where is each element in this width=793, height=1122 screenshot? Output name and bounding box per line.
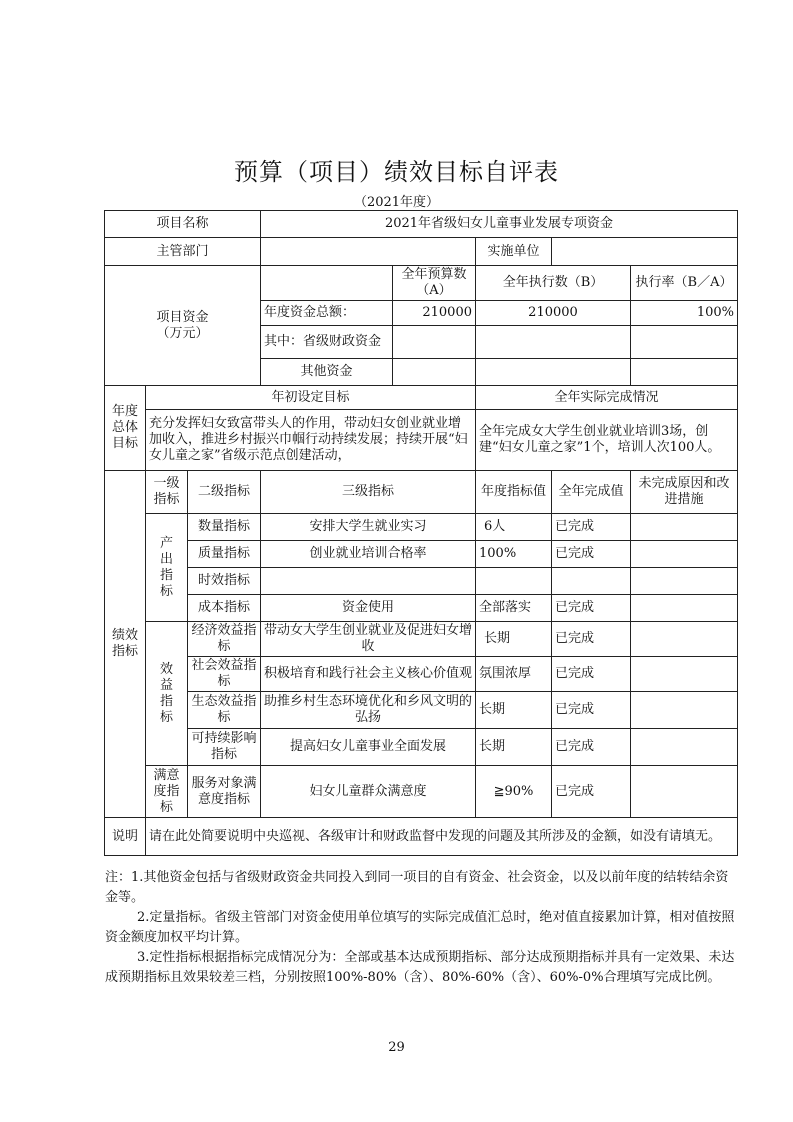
target-cell: 长期	[476, 622, 552, 657]
header-level3: 三级指标	[261, 471, 476, 514]
level2-cell: 成本指标	[188, 595, 261, 622]
satisfaction-indicator-group: 满意度指标	[146, 766, 188, 818]
level3-cell: 安排大学生就业实习	[261, 514, 476, 541]
table-row	[105, 595, 738, 622]
target-cell: 长期	[476, 729, 552, 766]
other-exec	[476, 359, 631, 386]
target-cell: ≧90%	[476, 766, 552, 818]
target-cell: 100%	[476, 541, 552, 568]
initial-goal-header: 年初设定目标	[146, 386, 476, 410]
actual-cell: 已完成	[552, 766, 631, 818]
header-target: 年度指标值	[476, 471, 552, 514]
actual-completion-header: 全年实际完成情况	[476, 386, 738, 410]
target-cell	[476, 568, 552, 595]
other-rate	[631, 359, 738, 386]
reason-cell	[631, 657, 738, 692]
table-row	[105, 766, 738, 818]
total-exec: 210000	[476, 301, 631, 326]
table-row	[105, 622, 738, 657]
col-budget: 全年预算数（A）	[393, 266, 476, 301]
level3-cell	[261, 568, 476, 595]
note-1: 注：1.其他资金包括与省级财政资金共同投入到同一项目的自有资金、社会资金，以及以前年度的结转结余资金等。	[105, 870, 729, 905]
level3-cell: 提高妇女儿童事业全面发展	[261, 729, 476, 766]
table-row	[105, 514, 738, 541]
actual-cell: 已完成	[552, 595, 631, 622]
dept-label: 主管部门	[105, 238, 261, 266]
reason-cell	[631, 729, 738, 766]
table-row	[105, 729, 738, 766]
level3-cell: 资金使用	[261, 595, 476, 622]
remark-label: 说明	[105, 818, 146, 856]
annual-goal-label: 年度总体目标	[105, 386, 146, 471]
target-cell: 全部落实	[476, 595, 552, 622]
note-3: 3.定性指标根据指标完成情况分为：全部或基本达成预期指标、部分达成预期指标并具有一定效果、未达成预期指标且效果较差三档，分别按照100%-80%（含）、80%-60%（含）、60%-0%合理填写完成比例。	[105, 950, 735, 985]
level2-cell: 经济效益指标	[188, 622, 261, 657]
remark-text: 请在此处简要说明中央巡视、各级审计和财政监督中发现的问题及其所涉及的金额，如没有请填无。	[146, 818, 738, 856]
actual-cell	[552, 568, 631, 595]
reason-cell	[631, 595, 738, 622]
actual-cell: 已完成	[552, 692, 631, 729]
provincial-rate	[631, 326, 738, 359]
total-funds-label: 年度资金总额：	[261, 301, 393, 326]
total-rate: 100%	[631, 301, 738, 326]
performance-table	[104, 210, 738, 856]
provincial-budget	[393, 326, 476, 359]
level2-cell: 可持续影响指标	[188, 729, 261, 766]
table-row	[105, 692, 738, 729]
table-row	[105, 568, 738, 595]
dept-value	[261, 238, 476, 266]
funds-label	[105, 266, 261, 386]
benefit-indicator-group: 效益指标	[146, 622, 188, 766]
output-indicator-group: 产出指标	[146, 514, 188, 622]
funds-header-blank	[261, 266, 393, 301]
level2-cell: 质量指标	[188, 541, 261, 568]
performance-indicator-label: 绩效指标	[105, 471, 146, 818]
funds-label-line2: （万元）	[156, 325, 209, 341]
header-level1: 一级指标	[146, 471, 188, 514]
header-level2: 二级指标	[188, 471, 261, 514]
reason-cell	[631, 568, 738, 595]
reason-cell	[631, 692, 738, 729]
note-2: 2.定量指标。省级主管部门对资金使用单位填写的实际完成值汇总时，绝对值直接累加计算，相对值按照资金额度加权平均计算。	[105, 910, 735, 945]
level2-cell: 时效指标	[188, 568, 261, 595]
header-reason: 未完成原因和改进措施	[631, 471, 738, 514]
actual-completion-text: 全年完成女大学生创业就业培训3场，创建“妇女儿童之家”1个，培训人次100人。	[476, 410, 738, 471]
notes-section	[105, 868, 737, 988]
initial-goal-text: 充分发挥妇女致富带头人的作用，带动妇女创业就业增加收入，推进乡村振兴巾帼行动持续发展；持续开展“妇女儿童之家”省级示范点创建活动，	[146, 410, 476, 471]
page-title: 预算（项目）绩效目标自评表	[234, 158, 559, 186]
impl-unit-value	[552, 238, 738, 266]
level2-cell: 服务对象满意度指标	[188, 766, 261, 818]
table-row	[105, 541, 738, 568]
reason-cell	[631, 514, 738, 541]
funds-label-line1: 项目资金	[156, 309, 209, 325]
reason-cell	[631, 541, 738, 568]
level2-cell: 生态效益指标	[188, 692, 261, 729]
header-actual: 全年完成值	[552, 471, 631, 514]
level3-cell: 妇女儿童群众满意度	[261, 766, 476, 818]
reason-cell	[631, 766, 738, 818]
col-exec: 全年执行数（B）	[476, 266, 631, 301]
level3-cell: 创业就业培训合格率	[261, 541, 476, 568]
year-subtitle: （2021年度）	[353, 195, 440, 210]
provincial-exec	[476, 326, 631, 359]
actual-cell: 已完成	[552, 541, 631, 568]
level3-cell: 积极培育和践行社会主义核心价值观	[261, 657, 476, 692]
table-row	[105, 657, 738, 692]
target-cell: 氛围浓厚	[476, 657, 552, 692]
actual-cell: 已完成	[552, 657, 631, 692]
other-budget	[393, 359, 476, 386]
level2-cell: 社会效益指标	[188, 657, 261, 692]
level2-cell: 数量指标	[188, 514, 261, 541]
impl-unit-label: 实施单位	[476, 238, 552, 266]
project-name-label: 项目名称	[105, 211, 261, 238]
provincial-funds-label: 其中：省级财政资金	[261, 326, 393, 359]
actual-cell: 已完成	[552, 514, 631, 541]
other-funds-label: 其他资金	[261, 359, 393, 386]
level3-cell: 带动女大学生创业就业及促进妇女增收	[261, 622, 476, 657]
reason-cell	[631, 622, 738, 657]
actual-cell: 已完成	[552, 622, 631, 657]
target-cell: 长期	[476, 692, 552, 729]
col-rate: 执行率（B／A）	[631, 266, 738, 301]
page-number: 29	[388, 1040, 405, 1055]
level3-cell: 助推乡村生态环境优化和乡风文明的弘扬	[261, 692, 476, 729]
project-name-value: 2021年省级妇女儿童事业发展专项资金	[261, 211, 738, 238]
actual-cell: 已完成	[552, 729, 631, 766]
total-budget: 210000	[393, 301, 476, 326]
target-cell: 6人	[476, 514, 552, 541]
